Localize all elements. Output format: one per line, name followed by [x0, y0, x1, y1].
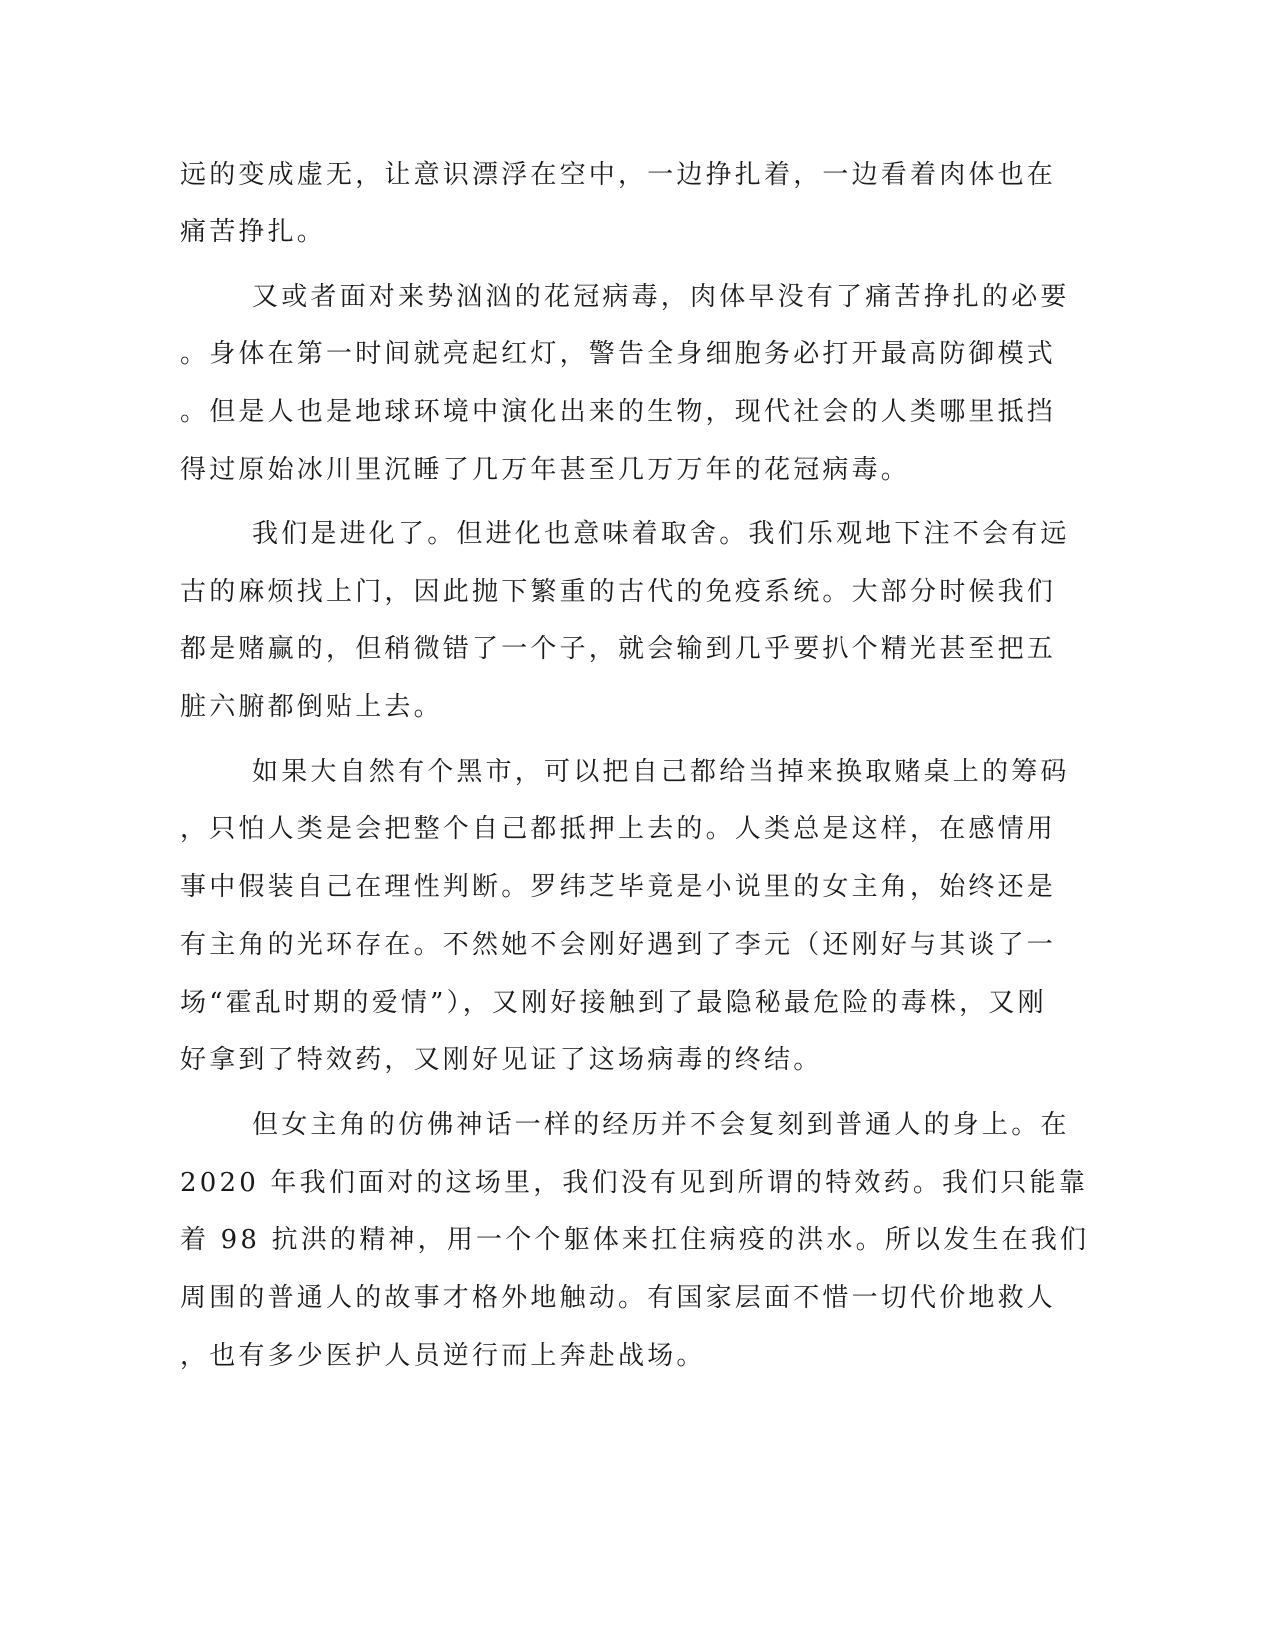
- text-line: 事中假装自己在理性判断。罗纬芝毕竟是小说里的女主角，始终还是: [180, 872, 1057, 902]
- text-line: 有主角的光环存在。不然她不会刚好遇到了李元（还刚好与其谈了一: [180, 930, 1057, 960]
- text-line: 周围的普通人的故事才格外地触动。有国家层面不惜一切代价地救人: [180, 1283, 1057, 1313]
- text-line: 得过原始冰川里沉睡了几万年甚至几万万年的花冠病毒。: [180, 455, 911, 485]
- text-line: 好拿到了特效药，又刚好见证了这场病毒的终结。: [180, 1045, 823, 1075]
- text-line: 都是赌赢的，但稍微错了一个子，就会输到几乎要扒个精光甚至把五: [180, 634, 1057, 664]
- text-line: 痛苦挣扎。: [180, 217, 327, 247]
- text-line: 2020 年我们面对的这场里，我们没有见到所谓的特效药。我们只能靠: [180, 1168, 1089, 1198]
- paragraph-first-line: 又或者面对来势汹汹的花冠病毒，肉体早没有了痛苦挣扎的必要: [252, 282, 1070, 312]
- text-line: 远的变成虚无，让意识漂浮在空中，一边挣扎着，一边看着肉体也在: [180, 160, 1057, 190]
- text-line: 场“霍乱时期的爱情”），又刚好接触到了最隐秘最危险的毒株，又刚: [180, 988, 1047, 1018]
- text-line: 。但是人也是地球环境中演化出来的生物，现代社会的人类哪里抵挡: [180, 397, 1057, 427]
- text-line: 古的麻烦找上门，因此抛下繁重的古代的免疫系统。大部分时候我们: [180, 577, 1057, 607]
- paragraph-first-line: 我们是进化了。但进化也意味着取舍。我们乐观地下注不会有远: [252, 519, 1070, 549]
- paragraph-first-line: 如果大自然有个黑市，可以把自己都给当掉来换取赌桌上的筹码: [252, 757, 1070, 787]
- text-line: 脏六腑都倒贴上去。: [180, 692, 443, 722]
- text-line: ，也有多少医护人员逆行而上奔赴战场。: [180, 1341, 706, 1371]
- paragraph-first-line: 但女主角的仿佛神话一样的经历并不会复刻到普通人的身上。在: [252, 1110, 1070, 1140]
- text-line: ，只怕人类是会把整个自己都抵押上去的。人类总是这样，在感情用: [180, 814, 1057, 844]
- text-line: 着 98 抗洪的精神，用一个个躯体来扛住病疫的洪水。所以发生在我们: [180, 1225, 1090, 1255]
- text-line: 。身体在第一时间就亮起红灯，警告全身细胞务必打开最高防御模式: [180, 339, 1057, 369]
